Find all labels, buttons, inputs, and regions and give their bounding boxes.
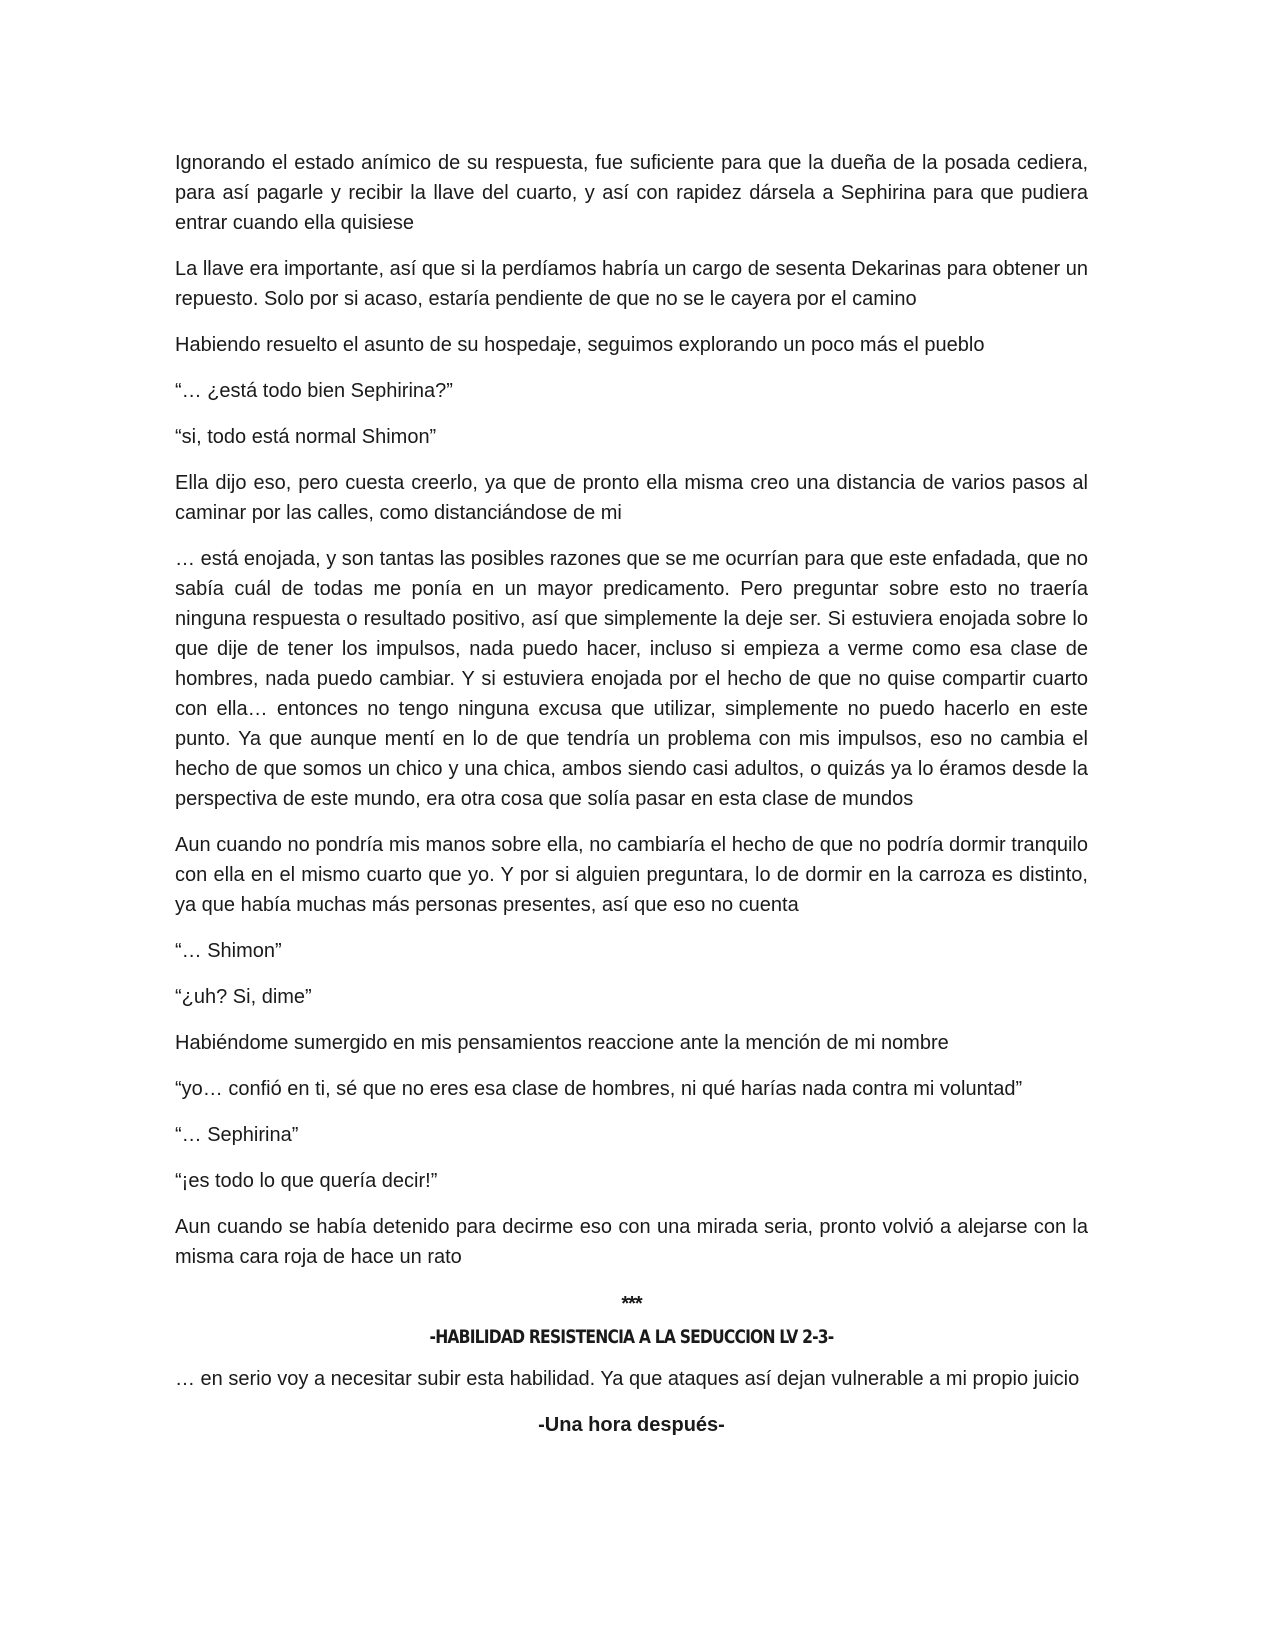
dialogue-line-6: “… Sephirina” <box>175 1124 299 1146</box>
section-separator: *** <box>621 1293 642 1315</box>
dialogue-line-1: “… ¿está todo bien Sephirina?” <box>175 380 453 402</box>
closing-line: … en serio voy a necesitar subir esta habilidad. Ya que ataques así dejan vulnerable a mi propio juicio <box>175 1368 1080 1390</box>
paragraph-8: Aun cuando se había detenido para decirme eso con una mirada seria, pronto volvió a alejarse con la misma cara roja de hace un rato <box>175 1216 1088 1268</box>
time-skip-heading: -Una hora después- <box>538 1414 725 1436</box>
paragraph-4: Ella dijo eso, pero cuesta creerlo, ya que de pronto ella misma creo una distancia de varios pasos al caminar por las calles, como distanciándose de mi <box>175 472 1088 524</box>
paragraph-7: Habiéndome sumergido en mis pensamientos reaccione ante la mención de mi nombre <box>175 1032 949 1054</box>
paragraph-6: Aun cuando no pondría mis manos sobre ella, no cambiaría el hecho de que no podría dormir tranquilo con ella en el mismo cuarto que yo. Y por si alguien preguntara, lo de dormir en la carroza es distinto, ya que había muchas más personas presentes, así que eso no cuenta <box>175 834 1088 916</box>
dialogue-line-5: “yo… confió en ti, sé que no eres esa clase de hombres, ni qué harías nada contra mi voluntad” <box>175 1078 1023 1100</box>
dialogue-line-2: “si, todo está normal Shimon” <box>175 426 437 448</box>
paragraph-5: … está enojada, y son tantas las posibles razones que se me ocurrían para que este enfadada, que no sabía cuál de todas me ponía en un mayor predicamento. Pero preguntar sobre esto no traería ninguna respuesta o resultado positivo, así que simplemente la deje ser. Si estuviera enojada sobre lo que dije de tener los impulsos, nada puedo hacer, incluso si empieza a verme como esa clase de hombres, nada puedo cambiar. Y si estuviera enojada por el hecho de que no quise compartir cuarto con ella… entonces no tengo ninguna excusa que utilizar, simplemente no puedo hacerlo en este punto. Ya que aunque mentí en lo de que tendría un problema con mis impulsos, eso no cambia el hecho de que somos un chico y una chica, ambos siendo casi adultos, o quizás ya lo éramos desde la perspectiva de este mundo, era otra cosa que solía pasar en esta clase de mundos <box>175 548 1088 810</box>
paragraph-3: Habiendo resuelto el asunto de su hospedaje, seguimos explorando un poco más el pueblo <box>175 334 985 356</box>
paragraph-2: La llave era importante, así que si la perdíamos habría un cargo de sesenta Dekarinas para obtener un repuesto. Solo por si acaso, estaría pendiente de que no se le cayera por el camino <box>175 258 1088 310</box>
paragraph-1: Ignorando el estado anímico de su respuesta, fue suficiente para que la dueña de la posada cediera, para así pagarle y recibir la llave del cuarto, y así con rapidez dársela a Sephirina para que pudiera entrar cuando ella quisiese <box>175 152 1088 234</box>
document-body <box>175 148 1088 1440</box>
dialogue-line-7: “¡es todo lo que quería decir!” <box>175 1170 438 1192</box>
skill-notice: -HABILIDAD RESISTENCIA A LA SEDUCCION LV 2-3- <box>429 1326 834 1348</box>
dialogue-line-4: “¿uh? Si, dime” <box>175 986 312 1008</box>
dialogue-line-3: “… Shimon” <box>175 940 282 962</box>
